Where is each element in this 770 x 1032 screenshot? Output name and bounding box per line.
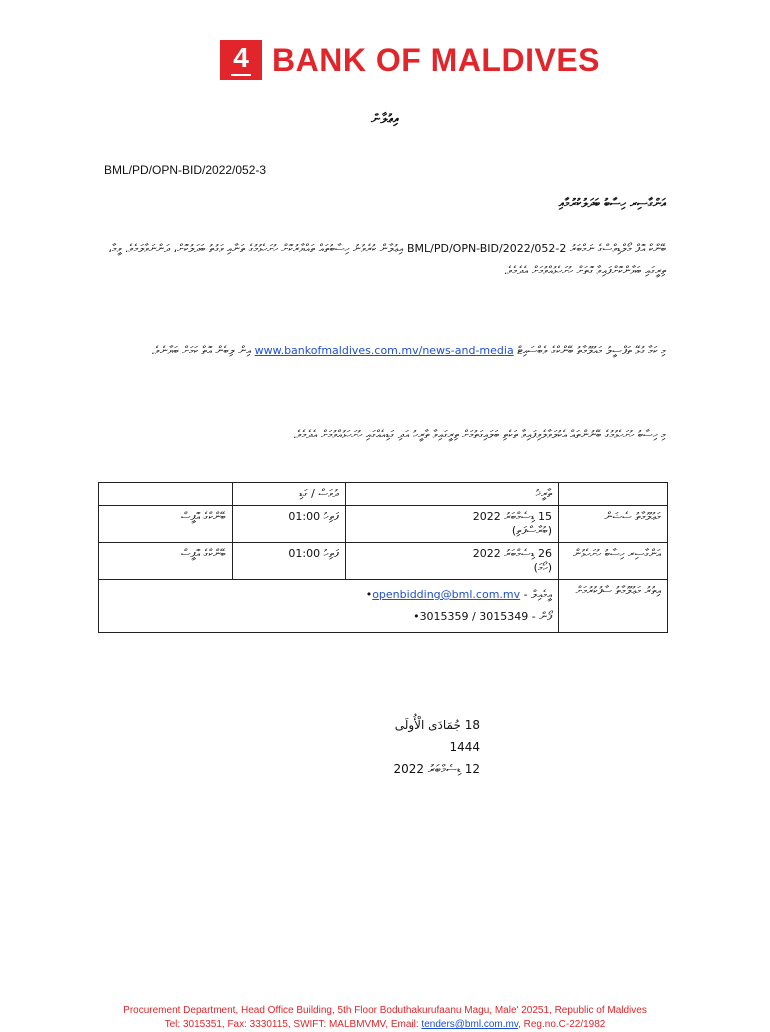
footer-contact: Tel: 3015351, Fax: 3330115, SWIFT: MALBMVMV, Email: tenders@bml.com.mv, Reg.no.C-22/1982 bbox=[164, 1019, 606, 1030]
document-heading: އިޢުލާން bbox=[370, 112, 399, 127]
table-row: ބޭންކްގެ އޮފީސް ފަތިހު 01:00 26 ޑިސެމްބަރު 2022 (ހޯމަ) އަންގާސިރ ހިސާބު ހުށަހެޅުން bbox=[99, 543, 668, 580]
table-row-contact: އީމެއިލް - openbidding@bml.com.mv• ފޯން - 3015359 / 3015349• އިތުރު މަޢުލޫމާތު ސާފުކުރުމަށް bbox=[99, 580, 668, 633]
paragraph-2: މި ކަމާ ގުޅޭ ތަފްސީލު މައުލޫމާތު ބޭންކްގެ ވެބްސައިޓް www.bankofmaldives.com.mv/news-and-media އިން ލިބެން އޮތް ކަމަށް ބަޔާނެވެ. bbox=[151, 344, 666, 357]
logo-mark: 4 bbox=[220, 40, 262, 80]
header-date: ތާރީޚު bbox=[345, 483, 558, 506]
schedule-table bbox=[98, 482, 668, 633]
table-header-row bbox=[99, 483, 668, 506]
news-link[interactable]: www.bankofmaldives.com.mv/news-and-media bbox=[254, 344, 514, 357]
reference-number: BML/PD/OPN-BID/2022/052-3 bbox=[104, 163, 267, 177]
gregorian-date: 12 ޑިސެމްބަރު 2022 bbox=[393, 762, 480, 776]
table-row: ބޭންކްގެ އޮފީސް ފަތިހު 01:00 15 ޑިސެމްބަރު 2022 (ބުރާސްފަތި) މަޢުލޫމާތު ސެޝަން bbox=[99, 506, 668, 543]
footer bbox=[0, 1004, 770, 1032]
header-time: ދުވަސް / ގަޑި bbox=[232, 483, 345, 506]
issue-dates bbox=[380, 714, 480, 780]
hijri-date: 18 جُمَادَى الْأُولَى 1444 bbox=[394, 718, 480, 754]
footer-email-link[interactable]: tenders@bml.com.mv bbox=[421, 1019, 519, 1030]
bank-logo bbox=[220, 40, 600, 80]
contact-email-link[interactable]: openbidding@bml.com.mv bbox=[372, 588, 521, 601]
paragraph-1: ބޭންކް އޮފް މޯލްޑިވްސްގެ ނަމްބަރު BML/PD/OPN-BID/2022/052-2 އިޢުލާން ކުރެވުނު ހިސާބުތައް ތައްޔާރުކޮށް ހުށަހެޅުމުގެ ތަނާއި ވަގުތު ބަދަލުކޮށް، ދަންނަވާލަމެވެ. ވީމާ، ތިރީގައި ބަޔާންކޮށްފައިވާ ގޮތަށް ހުށަހެޅުއްވުމަށް އެދެމެވެ. bbox=[108, 242, 666, 277]
footer-address: Procurement Department, Head Office Building, 5th Floor Boduthakurufaanu Magu, Male' 20251, Republic of Maldives bbox=[123, 1005, 647, 1016]
subject-line: އަންގާސިރ ހިސާބު ބަދަލުކުރުމާއި bbox=[558, 196, 666, 210]
paragraph-3: މި ހިސާބު ހުށަހެޅުމުގެ ބޭނުންތައް އެކުލަވާލެވިފައިވާ ތަކެތި ބަލައިގަތުމަށް ތިރީގައިވާ ތާރީހު އަދި ގަޑިއެއްގައި ހުށަހަޅުއްވުމަށް އެދެމެވެ. bbox=[293, 428, 666, 441]
logo-text: BANK OF MALDIVES bbox=[272, 41, 600, 78]
